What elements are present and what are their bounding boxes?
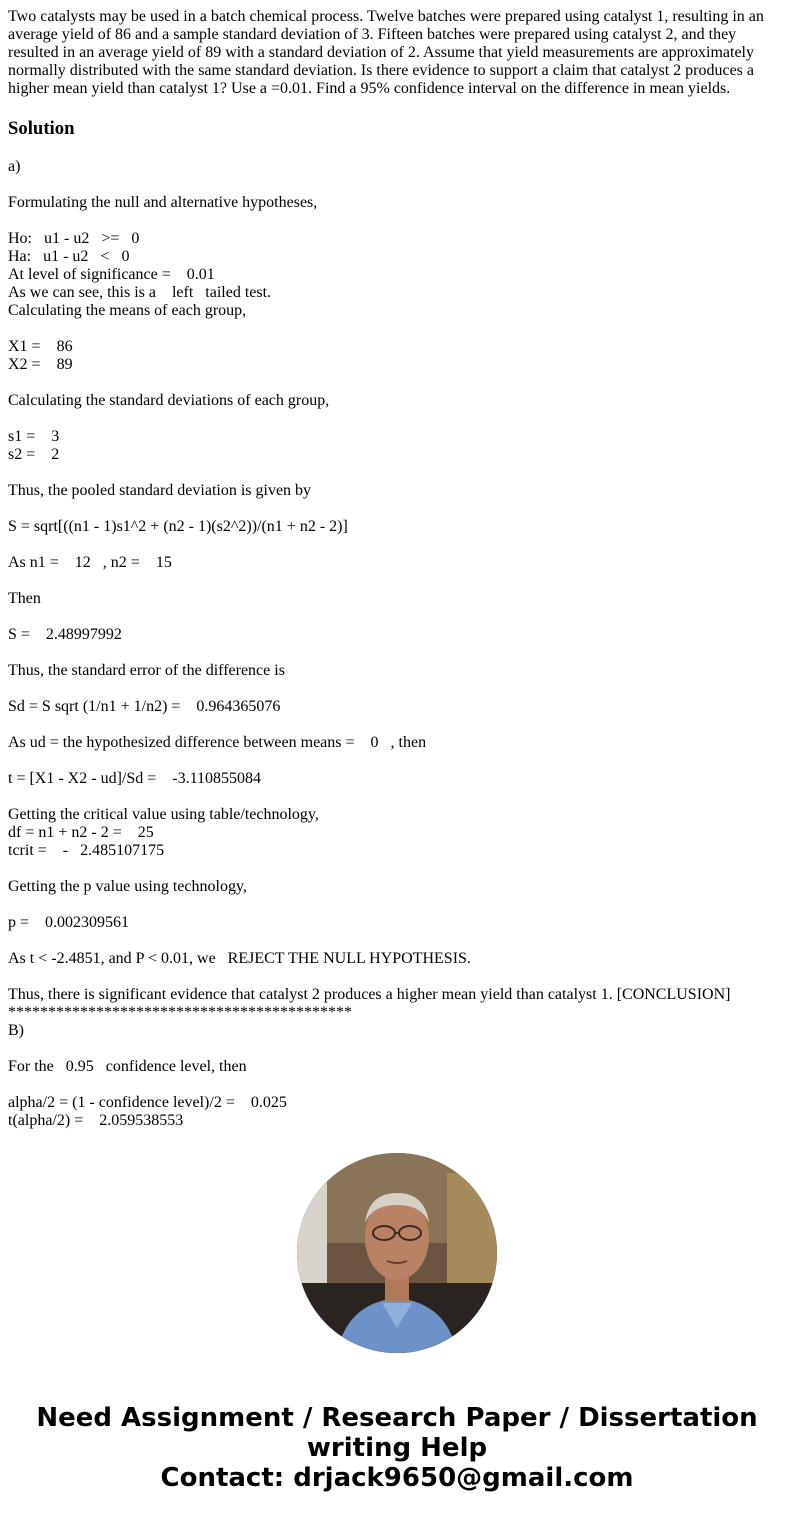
footer-line-1: Need Assignment / Research Paper / Dissertation [36, 1403, 758, 1433]
solution-line: X1 = 86 [8, 338, 73, 355]
solution-line: a) [8, 158, 21, 175]
solution-line [8, 410, 778, 428]
solution-line: For the 0.95 confidence level, then [8, 1058, 247, 1075]
solution-line: Getting the p value using technology, [8, 878, 247, 895]
solution-line [8, 320, 778, 338]
solution-line: s2 = 2 [8, 446, 60, 463]
person-photo-icon [297, 1153, 497, 1353]
solution-line [8, 374, 778, 392]
solution-line: df = n1 + n2 - 2 = 25 [8, 824, 154, 841]
solution-line [8, 716, 778, 734]
solution-line: t = [X1 - X2 - ud]/Sd = -3.110855084 [8, 770, 261, 787]
footer-contact: Contact: drjack9650@gmail.com [160, 1463, 634, 1493]
solution-line: As ud = the hypothesized difference between means = 0 , then [8, 734, 427, 751]
solution-line: As n1 = 12 , n2 = 15 [8, 554, 172, 571]
solution-line: Getting the critical value using table/technology, [8, 806, 319, 823]
solution-line [8, 500, 778, 518]
question-text: Two catalysts may be used in a batch chemical process. Twelve batches were prepared using catalyst 1, resulting in an average yield of 86 and a sample standard deviation of 3. Fifteen batches were prepared using catalyst 2, and they resulted in an average yield of 89 with a standard deviation of 2. Assume that yield measurements are approximately normally distributed with the same standard deviation. Is there evidence to support a claim that catalyst 2 produces a higher mean yield than catalyst 1? Use a =0.01. Find a 95% confidence interval on the difference in mean yields. [8, 8, 764, 97]
solution-line: At level of significance = 0.01 [8, 266, 215, 283]
solution-line: Formulating the null and alternative hypotheses, [8, 194, 318, 211]
solution-line [8, 860, 778, 878]
solution-line [8, 968, 778, 986]
solution-line [8, 464, 778, 482]
solution-line: tcrit = - 2.485107175 [8, 842, 165, 859]
solution-line: s1 = 3 [8, 428, 60, 445]
solution-line: Ha: u1 - u2 < 0 [8, 248, 130, 265]
solution-line [8, 176, 778, 194]
solution-line [8, 536, 778, 554]
avatar [297, 1153, 497, 1353]
solution-line: B) [8, 1022, 24, 1039]
solution-line: Calculating the standard deviations of each group, [8, 392, 330, 409]
solution-line: p = 0.002309561 [8, 914, 130, 931]
solution-line: As t < -2.4851, and P < 0.01, we REJECT THE NULL HYPOTHESIS. [8, 950, 471, 967]
solution-line: Calculating the means of each group, [8, 302, 247, 319]
solution-line: S = 2.48997992 [8, 626, 122, 643]
solution-line: Thus, the pooled standard deviation is given by [8, 482, 312, 499]
solution-line: S = sqrt[((n1 - 1)s1^2 + (n2 - 1)(s2^2))/(n1 + n2 - 2)] [8, 518, 348, 535]
solution-line: Thus, there is significant evidence that catalyst 2 produces a higher mean yield than catalyst 1. [CONCLUSION] [8, 986, 731, 1003]
solution-line [8, 788, 778, 806]
solution-line: Sd = S sqrt (1/n1 + 1/n2) = 0.964365076 [8, 698, 281, 715]
solution-line: ******************************************* [8, 1004, 352, 1021]
solution-line [8, 680, 778, 698]
solution-line: alpha/2 = (1 - confidence level)/2 = 0.025 [8, 1094, 287, 1111]
solution-line: Then [8, 590, 41, 607]
solution-line [8, 608, 778, 626]
solution-line [8, 1076, 778, 1094]
solution-heading: Solution [8, 118, 75, 139]
solution-line [8, 932, 778, 950]
solution-line [8, 1040, 778, 1058]
solution-line: Ho: u1 - u2 >= 0 [8, 230, 140, 247]
solution-line: Thus, the standard error of the difference is [8, 662, 285, 679]
solution-line: t(alpha/2) = 2.059538553 [8, 1112, 184, 1129]
solution-line [8, 212, 778, 230]
footer-line-2: writing Help [306, 1433, 488, 1463]
solution-line [8, 644, 778, 662]
solution-line [8, 752, 778, 770]
solution-line [8, 572, 778, 590]
footer-promo [0, 1403, 794, 1493]
solution-line: As we can see, this is a left tailed test. [8, 284, 272, 301]
solution-lines [8, 158, 778, 1130]
document-body [8, 8, 778, 1130]
solution-line [8, 896, 778, 914]
solution-line: X2 = 89 [8, 356, 73, 373]
